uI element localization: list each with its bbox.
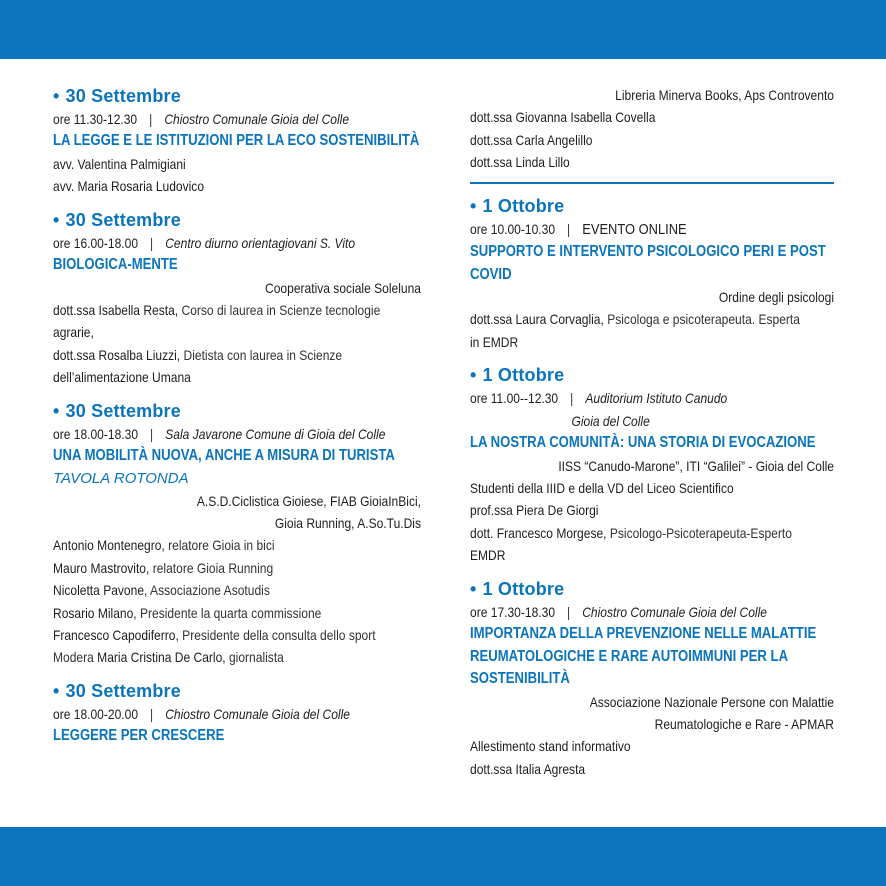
organizer: IISS “Canudo-Marone”, ITI “Galilei” - Gioia del Colle xyxy=(558,457,834,474)
speaker: prof.ssa Piera De Giorgi xyxy=(470,502,599,519)
event-4 xyxy=(53,679,421,748)
organizer: Cooperativa sociale Soleluna xyxy=(265,279,421,296)
event-time: ore 17.30-18.30 | Chiostro Comunale Gioia del Colle xyxy=(470,603,767,620)
organizer: Libreria Minerva Books, Aps Controvento xyxy=(615,87,834,103)
speaker: dott.ssa Linda Lillo xyxy=(470,154,570,171)
bullet-icon: • xyxy=(53,680,60,701)
event-title: SUPPORTO E INTERVENTO PSICOLOGICO PERI E POST COVID xyxy=(470,243,826,283)
event-6 xyxy=(470,363,834,566)
event-title: LEGGERE PER CRESCERE xyxy=(53,727,225,745)
event-5 xyxy=(470,194,834,354)
bullet-icon: • xyxy=(53,86,60,106)
speaker: avv. Maria Rosaria Ludovico xyxy=(53,178,205,195)
bullet-icon: • xyxy=(53,400,60,421)
event-title: LA NOSTRA COMUNITÀ: UNA STORIA DI EVOCAZIONE xyxy=(470,434,816,452)
organizer: Ordine degli psicologi xyxy=(718,289,834,306)
speaker: Rosario Milano, Presidente la quarta commissione xyxy=(53,604,322,621)
right-column xyxy=(470,84,834,790)
event-date: • 1 Ottobre xyxy=(470,195,565,216)
bullet-icon: • xyxy=(470,578,477,599)
organizer: Gioia Running, A.So.Tu.Dis xyxy=(274,514,421,531)
event-3 xyxy=(53,399,421,669)
divider xyxy=(470,182,834,184)
speaker: dott.ssa Italia Agresta xyxy=(470,760,586,777)
speaker-cont: agrarie, xyxy=(53,324,94,341)
event-title: BIOLOGICA-MENTE xyxy=(53,256,178,274)
event-title: LA LEGGE E LE ISTITUZIONI PER LA ECO SOSTENIBILITÀ xyxy=(53,132,420,150)
speaker: Mauro Mastrovito, relatore Gioia Running xyxy=(53,559,274,576)
speaker: avv. Valentina Palmigiani xyxy=(53,155,186,172)
moderator: Modera Maria Cristina De Carlo, giornalista xyxy=(53,649,284,666)
organizer: Associazione Nazionale Persone con Malattie xyxy=(589,693,834,710)
event-time: ore 11.00--12.30 | Auditorium Istituto Canudo xyxy=(470,390,728,407)
event-1 xyxy=(53,84,421,198)
speaker: dott.ssa Isabella Resta, Corso di laurea in Scienze tecnologie xyxy=(53,302,381,319)
event-2 xyxy=(53,208,421,389)
speaker: Nicoletta Pavone, Associazione Asotudis xyxy=(53,582,270,599)
participants: Studenti della IIID e della VD del Liceo Scientifico xyxy=(470,479,734,496)
event-7 xyxy=(470,577,834,781)
speaker: dott.ssa Giovanna Isabella Covella xyxy=(470,109,656,126)
speaker-cont: in EMDR xyxy=(470,333,519,350)
event-date: • 30 Settembre xyxy=(53,680,181,701)
left-column xyxy=(53,84,421,758)
event-title: UNA MOBILITÀ NUOVA, ANCHE A MISURA DI TURISTA xyxy=(53,447,395,465)
event-place-cont: Gioia del Colle xyxy=(571,412,650,429)
event-date: • 30 Settembre xyxy=(53,209,181,230)
event-time: ore 10.00-10.30 | EVENTO ONLINE xyxy=(470,220,687,238)
event-subtitle: TAVOLA ROTONDA xyxy=(53,469,189,487)
organizer: Reumatologiche e Rare - APMAR xyxy=(654,715,834,732)
event-date: • 1 Ottobre xyxy=(470,578,565,599)
speaker-cont: EMDR xyxy=(470,547,506,564)
speaker: dott.ssa Carla Angelillo xyxy=(470,131,593,148)
event-time: ore 18.00-18.30 | Sala Javarone Comune di Gioia del Colle xyxy=(53,425,386,442)
bullet-icon: • xyxy=(470,195,477,216)
event-date: • 1 Ottobre xyxy=(470,365,565,386)
top-band xyxy=(0,0,886,59)
organizer: A.S.D.Ciclistica Gioiese, FIAB GioiaInBici, xyxy=(196,492,421,509)
bullet-icon: • xyxy=(470,365,477,386)
speaker: Francesco Capodiferro, Presidente della consulta dello sport xyxy=(53,627,376,643)
speaker: dott.ssa Laura Corvaglia, Psicologa e psicoterapeuta. Esperta xyxy=(470,311,800,328)
bottom-band xyxy=(0,827,886,886)
note: Allestimento stand informativo xyxy=(470,738,631,755)
speaker: Antonio Montenegro, relatore Gioia in bici xyxy=(53,537,275,554)
event-time: ore 16.00-18.00 | Centro diurno orientagiovani S. Vito xyxy=(53,234,356,251)
event-title: IMPORTANZA DELLA PREVENZIONE NELLE MALATTIE REUMATOLOGICHE E RARE AUTOIMMUNI PER LA SOSTENIBILITÀ xyxy=(470,625,817,687)
event-time: ore 18.00-20.00 | Chiostro Comunale Gioia del Colle xyxy=(53,705,350,722)
speaker-cont: dell’alimentazione Umana xyxy=(53,369,191,386)
speaker: dott. Francesco Morgese, Psicologo-Psicoterapeuta-Esperto xyxy=(470,524,792,541)
event-date: • 30 Settembre xyxy=(53,400,181,421)
event-date: • 30 Settembre xyxy=(53,86,181,106)
event-time: ore 11.30-12.30 | Chiostro Comunale Gioia del Colle xyxy=(53,111,350,127)
speaker: dott.ssa Rosalba Liuzzi, Dietista con laurea in Scienze xyxy=(53,346,343,363)
bullet-icon: • xyxy=(53,209,60,230)
